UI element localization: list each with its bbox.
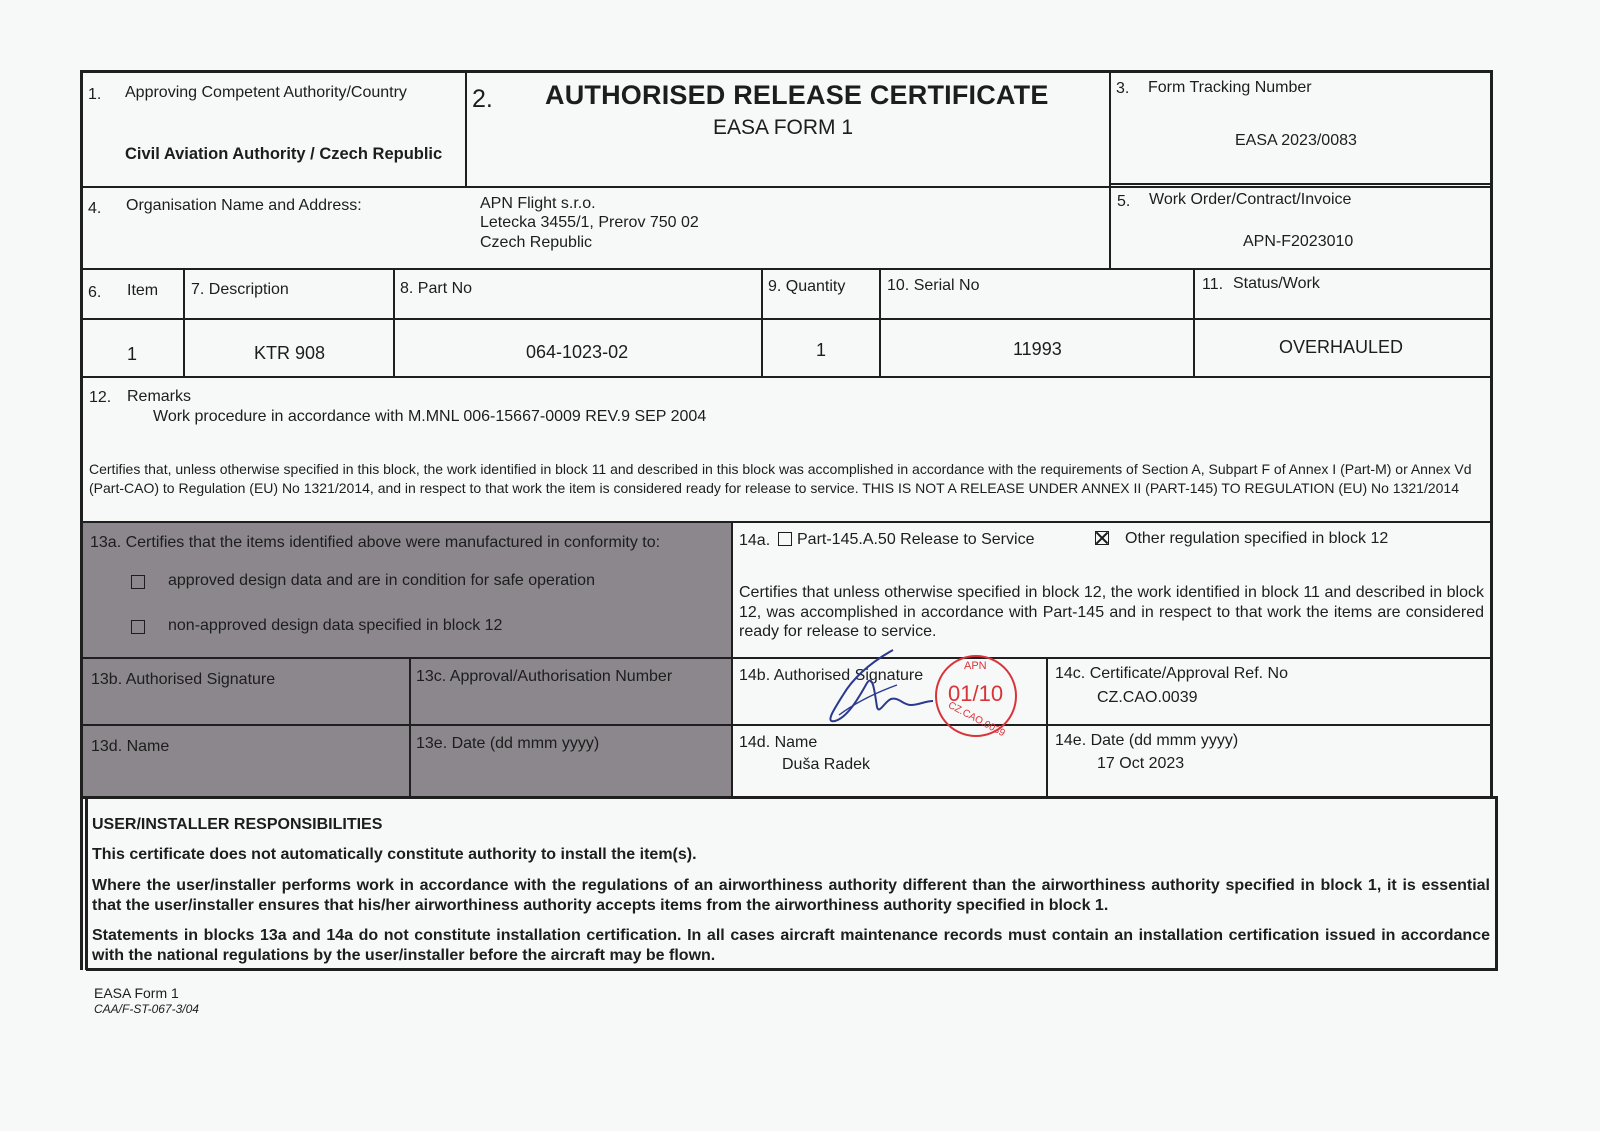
th-11-num: 11. [1202,276,1224,293]
b3-label: Form Tracking Number [1148,79,1312,96]
col-div-5 [1193,270,1195,378]
stamp-middle-text: 01/10 [948,681,1004,706]
b12-certify-text: Certifies that, unless otherwise specified in this block, the work identified in block 11 and described in this block was accomplished in accordance with the requirements of Section A, Subpart F of Annex I (Part-M) or Annex Vd (Part-CAO) to Regulation (EU) No 1321/2014, and in respect to that work the item is considered ready for release to service. THIS IS NOT A RELEASE UNDER ANNEX II (PART-145) TO REGULATION (EU) No 1321/2014 [89,461,1472,496]
table-header-bottom [80,318,1492,320]
stamp-bottom-text: CZ.CAO.0039 [946,699,1007,740]
user-installer-responsibilities [92,815,1490,965]
b14d-value: Duša Radek [782,756,871,773]
b12-label: Remarks [127,388,192,405]
b12-remark: Work procedure in accordance with M.MNL 006-15667-0009 REV.9 SEP 2004 [153,408,707,425]
col-div-4 [879,270,881,378]
b13a-opt1-checkbox[interactable] [131,575,145,589]
resp-p2: Where the user/installer performs work in accordance with the regulations of an airworthiness authority different than the airworthiness authority specified in block 1, it is essential that the user/installer ensures that his/her airworthiness authority accepts items from the airworthiness authority specified in block 1. [92,877,1490,914]
handwritten-signature [815,645,945,730]
b14a-num: 14a. [739,532,771,549]
frame-top [80,70,1492,73]
b5-value: APN-F2023010 [1243,233,1354,250]
b4-label: Organisation Name and Address: [126,197,362,214]
b14a-opt2-label: Other regulation specified in block 12 [1125,530,1389,547]
frame-left-lower [85,796,88,970]
frame-right-lower [1495,796,1498,970]
b4-name: APN Flight s.r.o. [480,195,596,212]
resp-p1: This certificate does not automatically constitute authority to install the item(s). [92,845,697,863]
b13a-opt1-label: approved design data and are in condition for safe operation [168,572,595,589]
frame-right [1490,70,1493,798]
div-13bc [409,659,411,798]
shaded-area-13 [83,523,733,798]
b5-label: Work Order/Contract/Invoice [1149,191,1352,208]
b2-title: AUTHORISED RELEASE CERTIFICATE [545,80,1049,110]
th-serial-no: 10. Serial No [887,277,980,294]
td-status: OVERHAULED [1279,337,1404,357]
b12-bottom [80,521,1492,523]
row13b-bottom [80,724,1492,726]
td-serial-no: 11993 [1013,339,1062,359]
th-part-no: 8. Part No [400,280,473,297]
frame-bottom [86,968,1498,971]
b13b-label: 13b. Authorised Signature [91,671,276,688]
frame-left [80,70,83,970]
b13d-label: 13d. Name [91,738,170,755]
b13a-opt2-label: non-approved design data specified in block 12 [168,617,503,634]
th-item: Item [127,282,159,299]
row13d-bottom [80,796,1498,799]
row1-div1 [465,72,467,186]
th-status-work: Status/Work [1233,275,1320,292]
b13e-label: 13e. Date (dd mmm yyyy) [416,735,600,752]
b14c-value: CZ.CAO.0039 [1097,689,1198,706]
b13a-label: 13a. Certifies that the items identified above were manufactured in conformity to: [90,534,661,551]
b14d-label: 14d. Name [739,734,818,751]
b14e-label: 14e. Date (dd mmm yyyy) [1055,732,1239,749]
b14a-opt1-label: Part-145.A.50 Release to Service [797,531,1035,548]
b3-value: EASA 2023/0083 [1235,132,1357,149]
td-part-no: 064-1023-02 [526,342,629,362]
row1-div2 [1109,72,1111,268]
th-quantity: 9. Quantity [768,278,846,295]
b12-num: 12. [89,389,112,406]
row2-bottom [80,268,1492,270]
th-6-num: 6. [88,284,102,301]
b4-num: 4. [88,200,102,217]
div-14bc [1046,659,1048,798]
resp-p3: Statements in blocks 13a and 14a do not constitute installation certification. In all cases aircraft maintenance records must contain an installation certification issued in accordance with the national regulations by the user/installer before the aircraft may be flown. [92,927,1490,964]
col-div-3 [761,270,763,378]
table-row-bottom [80,376,1492,378]
b2-subtitle: EASA FORM 1 [713,116,854,139]
b14a-certify-text: Certifies that unless otherwise specified in block 12, the work identified in block 11 and described in block 12, was accomplished in accordance with Part-145 and in respect to that work the items are considered ready for release to service. [739,584,1484,640]
b5-num: 5. [1117,193,1131,210]
b14a-opt1-checkbox[interactable] [778,532,792,546]
b14b-label: 14b. Authorised Signature [739,667,924,684]
mid-div [731,523,733,798]
td-description: KTR 908 [254,343,326,363]
col-div-1 [183,270,185,378]
footer-form-code: CAA/F-ST-067-3/04 [94,1002,199,1016]
row1-bottom [80,186,1492,188]
td-item: 1 [127,344,138,364]
approval-stamp [935,655,1017,740]
b4-country: Czech Republic [480,234,593,251]
b3-bottom [1110,183,1492,185]
resp-heading: USER/INSTALLER RESPONSIBILITIES [92,816,383,833]
b13c-label: 13c. Approval/Authorisation Number [416,668,673,685]
stamp-top-text: APN [964,660,987,672]
b1-value: Civil Aviation Authority / Czech Republic [125,145,443,163]
b1-num: 1. [88,86,102,103]
footer-form-name: EASA Form 1 [94,985,179,1001]
row13a-bottom [80,657,1492,659]
b2-num: 2. [472,85,493,113]
th-description: 7. Description [191,281,289,298]
b13a-opt2-checkbox[interactable] [131,620,145,634]
b3-num: 3. [1116,80,1130,97]
b14c-label: 14c. Certificate/Approval Ref. No [1055,665,1288,682]
b1-label: Approving Competent Authority/Country [125,84,407,101]
col-div-2 [393,270,395,378]
td-quantity: 1 [816,340,827,360]
b14e-value: 17 Oct 2023 [1097,755,1185,772]
b14a-opt2-checkbox[interactable] [1095,531,1109,545]
b4-street: Letecka 3455/1, Prerov 750 02 [480,214,699,231]
